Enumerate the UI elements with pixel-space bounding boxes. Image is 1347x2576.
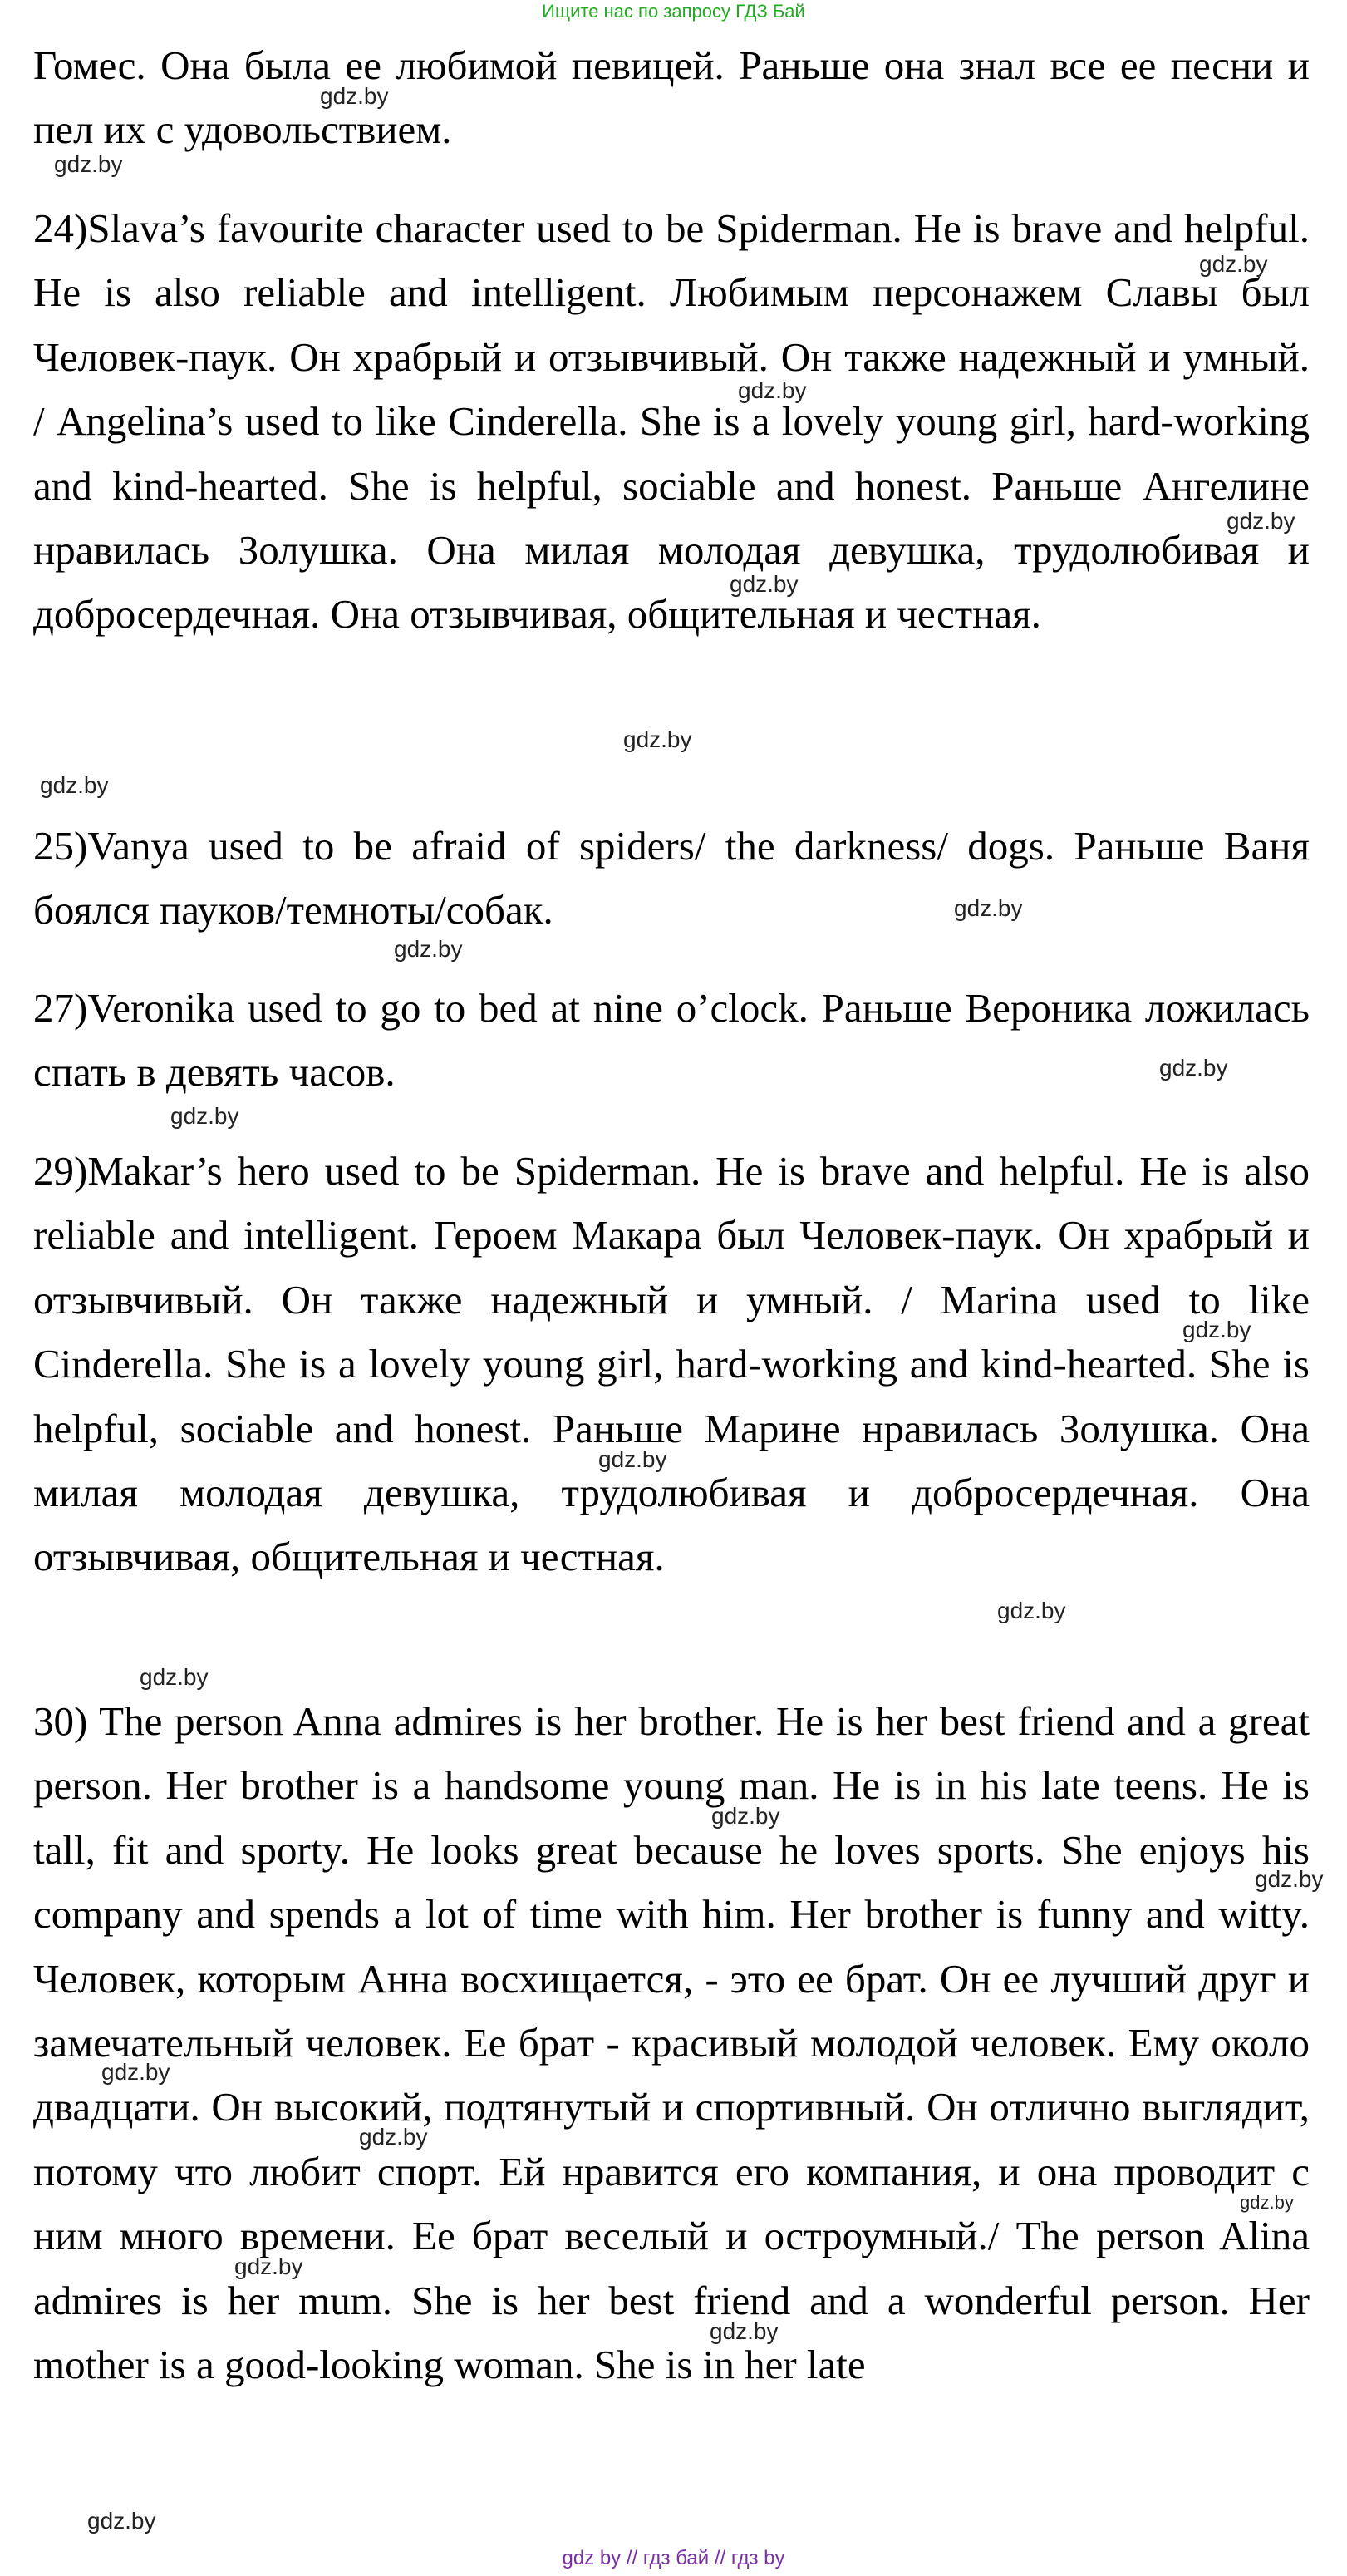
watermark: gdz.by <box>1182 1317 1251 1342</box>
watermark: gdz.by <box>738 377 807 403</box>
watermark: gdz.by <box>730 571 799 597</box>
watermark: gdz.by <box>40 772 109 798</box>
paragraph-30: 30) The person Anna admires is her brother. He is her best friend and a great person. Her brother is a handsome young man. He is in his late teens. He is tall, fit and sporty. He looks great because he loves sports. She enjoys his company and spends a lot of time with him. Her brother is funny and witty. Человек, которым Анна восхищается, - это ее брат. Он ее лучший друг и замечательный человек. Ее брат - красивый молодой человек. Ему около двадцати. Он высокий, подтянутый и спортивный. Он отлично выглядит, потому что любит спорт. Ей нравится его компания, и она проводит с ним много времени. Ее брат веселый и остроумный./ The person Alina admires is her mum. She is her best friend and a wonderful person. Her mother is a good-looking woman. She is in her late <box>33 1698 1310 2388</box>
paragraph-29: 29)Makar’s hero used to be Spiderman. He is brave and helpful. He is also reliable and intelligent. Героем Макара был Человек-паук. Он храбрый и отзывчивый. Он также надежный и умный. / Marina used to like Cinderella. She is a lovely young girl, hard-working and kind-hearted. She is helpful, sociable and honest. Раньше Марине нравилась Золушка. Она милая молодая девушка, трудолюбивая и добросердечная. Она отзывчивая, общительная и честная. <box>33 1148 1310 1580</box>
watermark: gdz.by <box>140 1664 209 1690</box>
watermark: gdz.by <box>623 727 692 752</box>
watermark: gdz.by <box>359 2124 428 2150</box>
top-banner: Ищите нас по запросу ГДЗ Бай <box>542 1 805 22</box>
watermark: gdz.by <box>1199 251 1268 277</box>
watermark: gdz.by <box>1240 2192 1294 2213</box>
paragraph-intro: Гомес. Она была ее любимой певицей. Раньше она знал все ее песни и пел их с удовольствием. <box>33 42 1310 153</box>
watermark: gdz.by <box>101 2059 170 2085</box>
watermark: gdz.by <box>170 1103 239 1129</box>
watermark: gdz.by <box>598 1446 667 1472</box>
watermark: gdz.by <box>711 1803 780 1829</box>
watermark: gdz.by <box>954 895 1023 921</box>
watermark: gdz.by <box>997 1598 1066 1623</box>
watermark: gdz.by <box>1227 508 1295 534</box>
watermark: gdz.by <box>54 151 123 177</box>
paragraph-25: 25)Vanya used to be afraid of spiders/ the darkness/ dogs. Раньше Ваня боялся пауков/темноты/собак. <box>33 823 1310 933</box>
paragraph-27: 27)Veronika used to go to bed at nine o’clock. Раньше Вероника ложилась спать в девять часов. <box>33 985 1310 1096</box>
watermark: gdz.by <box>234 2253 303 2279</box>
watermark: gdz.by <box>710 2318 779 2344</box>
watermark: gdz.by <box>1159 1055 1228 1081</box>
watermark: gdz.by <box>394 936 463 962</box>
footer-links: gdz by // гдз бай // гдз by <box>562 2547 785 2569</box>
watermark: gdz.by <box>320 83 389 109</box>
watermark: gdz.by <box>1255 1866 1324 1892</box>
paragraph-24: 24)Slava’s favourite character used to be Spiderman. He is brave and helpful. He is also reliable and intelligent. Любимым персонажем Славы был Человек-паук. Он храбрый и отзывчивый. Он также надежный и умный. / Angelina’s used to like Cinderella. She is a lovely young girl, hard-working and kind-hearted. She is helpful, sociable and honest. Раньше Ангелине нравилась Золушка. Она милая молодая девушка, трудолюбивая и добросердечная. Она отзывчивая, общительная и честная. <box>33 205 1310 638</box>
watermark: gdz.by <box>87 2508 156 2534</box>
